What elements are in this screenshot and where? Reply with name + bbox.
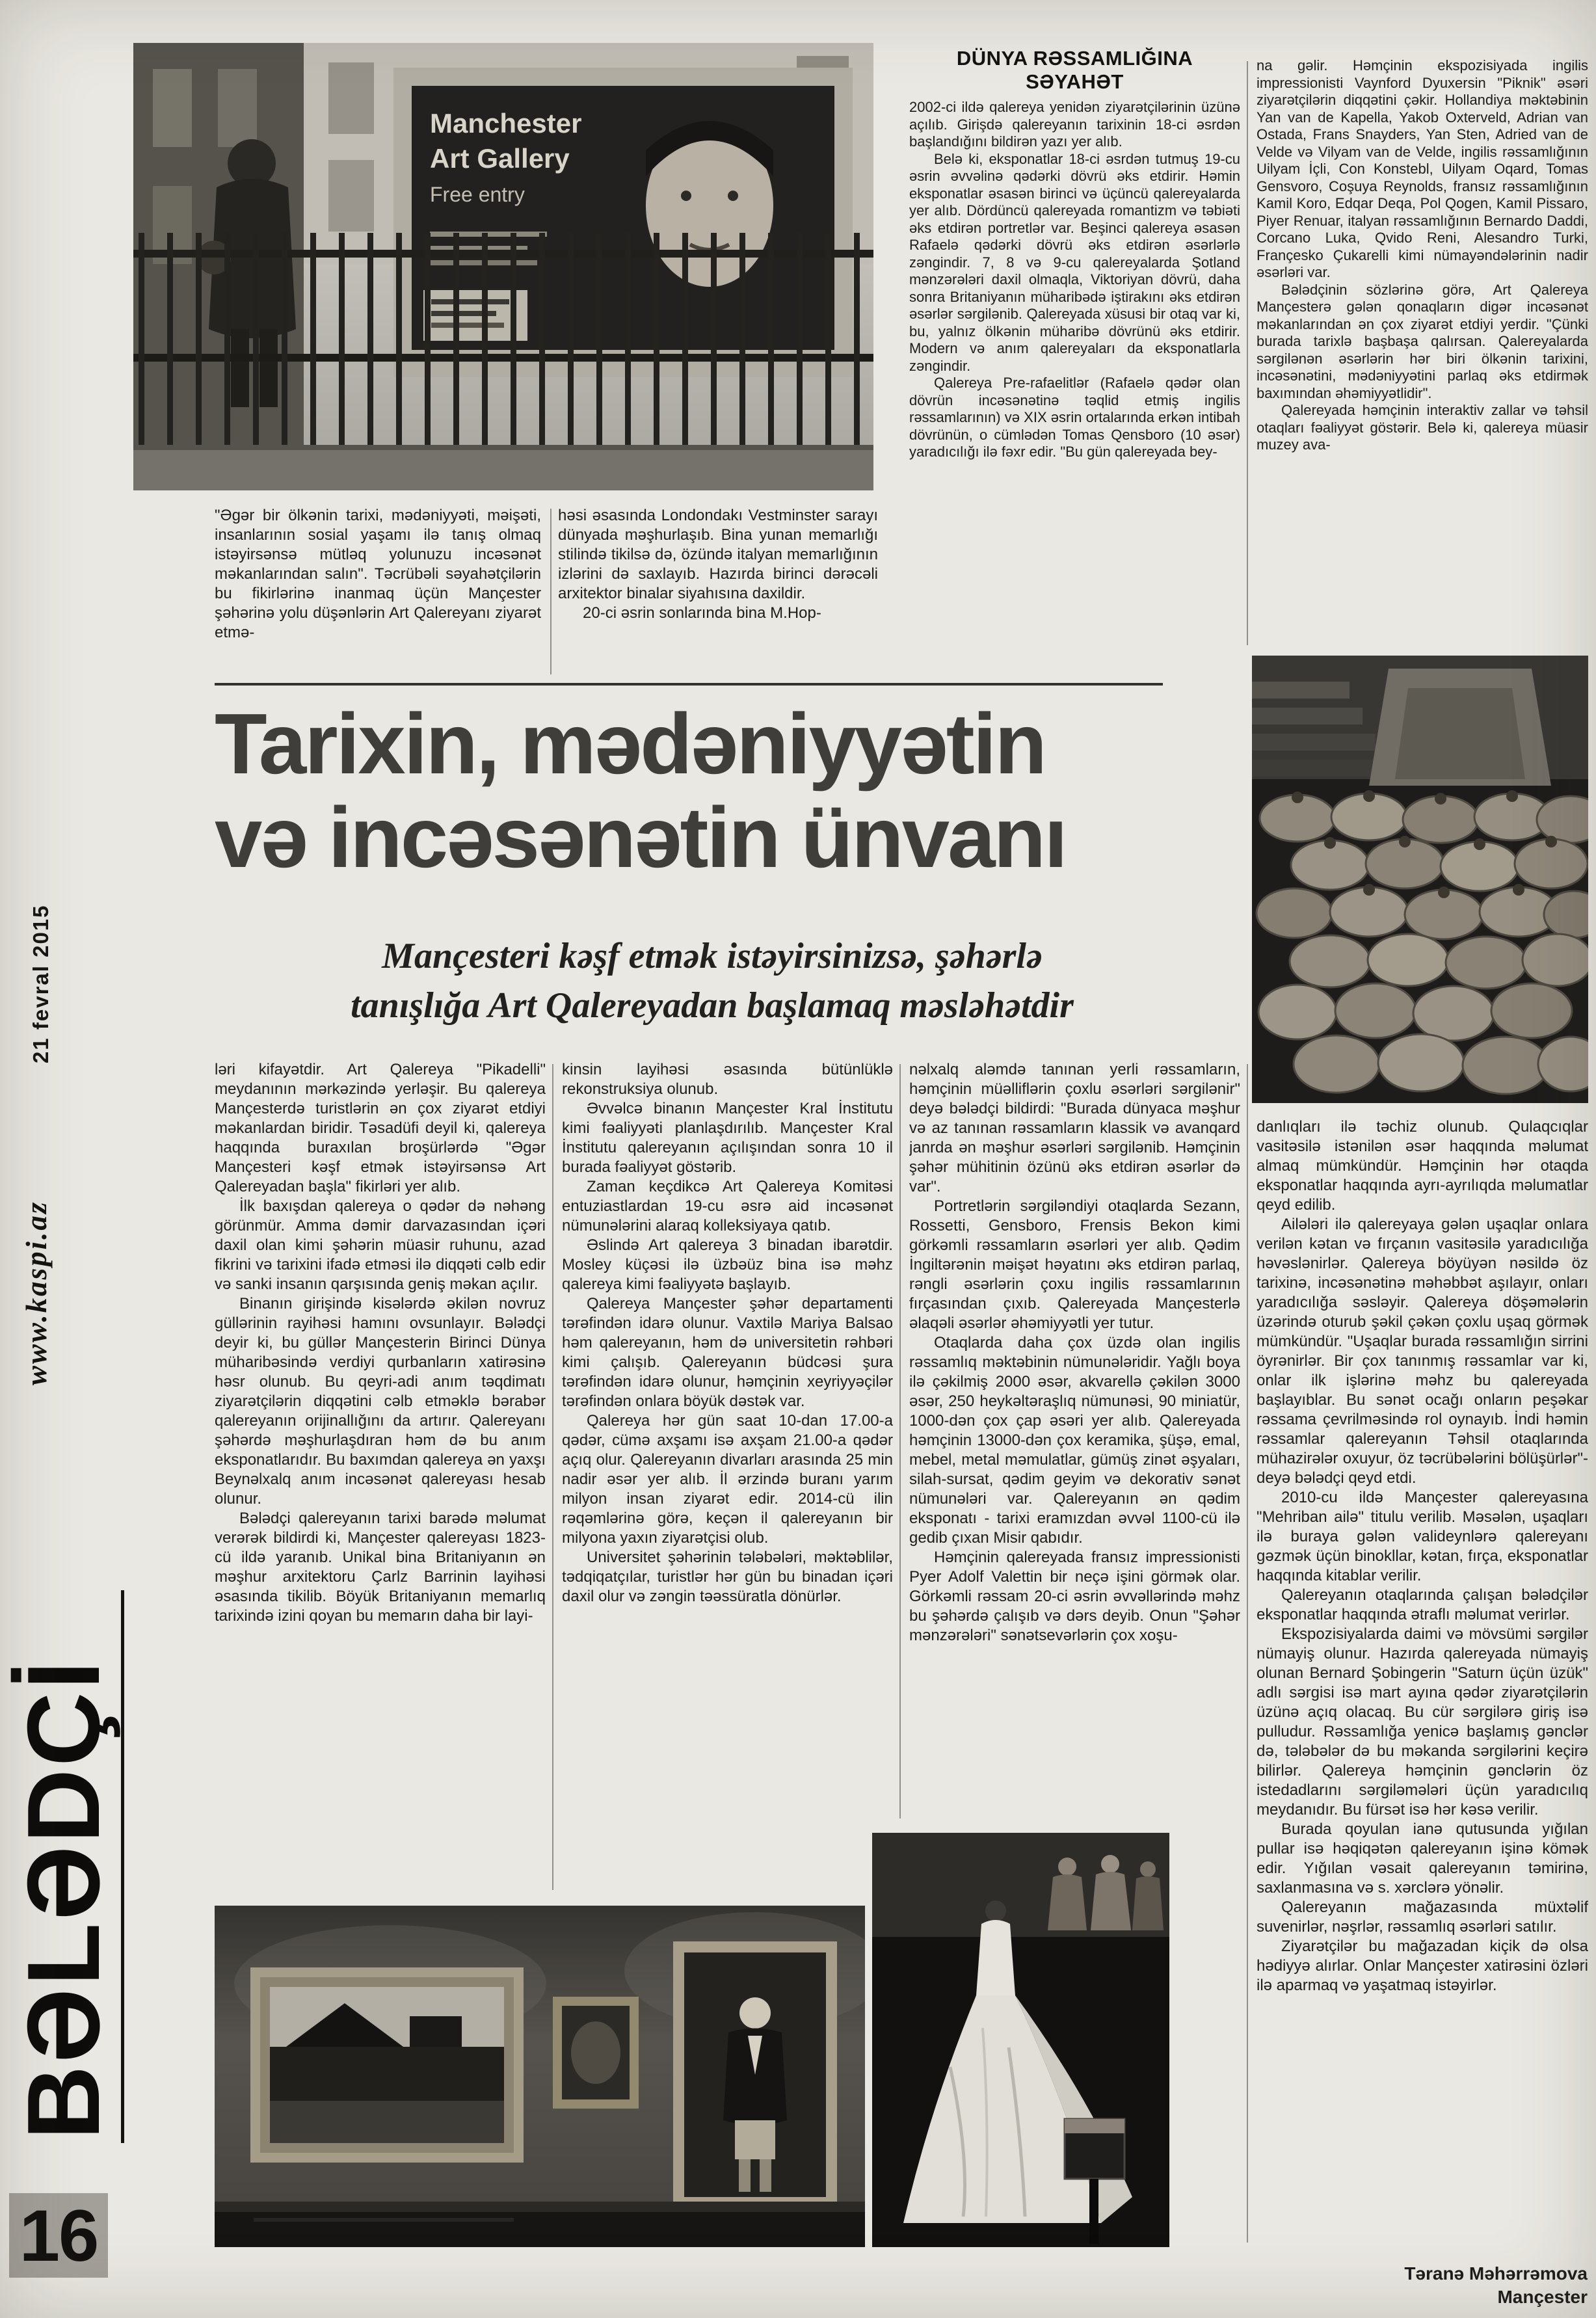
paragraph: Həmçinin qalereyada fransız impressionisti Pyer Adolf Valettin bir neçə işini görmək olar. Görkəmli rəssam 20-ci əsrin əvvəllərində məhz bu şəhərdə çalışıb və dərs deyib. Onun "Şəhər mənzərələri" sənətsevərlərin çox xoşu- bbox=[909, 1549, 1240, 1644]
paragraph: həsi əsasında Londondakı Vestminster sarayı dünyada məşhurlaşıb. Bina yunan memarlığı stilində tikilsə də, özündə italyan memarlığının izlərini də saxlayıb. Hazırda birinci dərəcəli arxitektor binalar siyahısına daxildir. bbox=[558, 507, 878, 602]
paragraph: Qalereya Pre-rafaelitlər (Rafaelə qədər olan dövrün incəsənətinə təqlid etmiş ingilis rəssamlarının) və XIX əsrin ortalarında erkən intibah dövrünün, o cümlədən Tomas Qensboro (10 əsər) yaradıcılığı ilə fəxr edir. "Bu gün qalereyada bey- bbox=[909, 375, 1240, 460]
subhead bbox=[234, 931, 1190, 1030]
paragraph: "Əgər bir ölkənin tarixi, mədəniyyəti, məişəti, insanlarının sosial yaşamı ilə tanış olmaq istəyirsənsə mütləq yolunuzu incəsənət məkanlarından salın". Təcrübəli səyahətçilərin bu fikirlərinə inanmaq üçün Mançester şəhərinə yolu düşənlərin Art Qalereyanı ziyarət etmə- bbox=[215, 507, 541, 641]
headline-rule bbox=[215, 683, 1163, 686]
paragraph: İlk baxışdan qalereya o qədər də nəhəng görünmür. Amma dəmir darvazasından içəri daxil olan kimi şəhərin müasir ruhunu, azad fikrini və tarixini ifadə etməsi ilə diqqəti cəlb edir və sanki insanın qarşısında geniş məkan açılır. bbox=[215, 1197, 546, 1293]
body-column-2 bbox=[562, 1060, 893, 1898]
column-rule bbox=[550, 509, 552, 674]
paragraph: Qalereyanın mağazasında müxtəlif suvenirlər, nəşrlər, rəssamlıq əsərləri satılır. bbox=[1257, 1898, 1588, 1936]
paragraph: 20-ci əsrin sonlarında bina M.Hop- bbox=[583, 604, 821, 622]
paragraph: Ailələri ilə qalereyaya gələn uşaqlar onlara verilən kətan və fırçanın vasitəsilə yaradıcılığa həvəslənirlər. Qalereya böyüyən nəsildə öz tarixinə, incəsənətinə məhəbbət aşılayır, onları yaradıcılığa səsləyir. Qalereya döşəmələrin üzərində oturub şəkil çəkən çoxlu uşaq görmək mümkündür. "Uşaqlar burada rəssamlığın sirrini öyrənirlər. Bir çox tanınmış rəssamlar var ki, onlar ilk işlərinə məhz bu qalereyada başlayıblar. Bu sənət ocağı onların peşəkar rəssama çevrilməsində rol oynayıb. İndi həmin rəssamlar qalereyanın Təhsil otaqlarında mühazirələr oxuyur, öz təcrübələrini bölüşürlər"- deyə bələdçi qeyd etdi. bbox=[1257, 1216, 1588, 1487]
paragraph: kinsin layihəsi əsasında bütünlüklə rekonstruksiya olunub. bbox=[562, 1061, 893, 1098]
street-photo bbox=[133, 43, 873, 490]
paragraph: ləri kifayətdir. Art Qalereya "Pikadelli" meydanının mərkəzində yerləşir. Bu qalereya Mançesterdə turistlərin ən çox ziyarət etdiyi məkanlardan biridir. Təsadüfi deyil ki, qalereya haqqında buraxılan broşürlərdə "Əgər Mançesteri kəşf etmək istəyirsənsə Art Qalereyadan başla" fikirləri yer alıb. bbox=[215, 1061, 546, 1195]
paragraph: Qalereya Mançester şəhər departamenti tərəfindən idarə olunur. Vaxtilə Mariya Balsao həm qalereyanın, həm də universitetin rəhbəri kimi çalışıb. Qalereyanın büdcəsi şura tərəfindən idarə olunur, həmçinin xeyriyyəçilər tərəfindən onlara böyük dəstək var. bbox=[562, 1295, 893, 1410]
section-divider-rule bbox=[121, 1590, 124, 2143]
issue-date-vertical: 21 fevral 2015 bbox=[29, 904, 53, 1063]
body-column-3 bbox=[909, 1060, 1240, 1822]
site-url-vertical: www.kaspi.az bbox=[20, 1200, 53, 1385]
byline bbox=[1257, 2262, 1588, 2309]
kicker: DÜNYA RƏSSAMLIĞINA SƏYAHƏT bbox=[956, 47, 1193, 93]
gallery-interior-photo bbox=[215, 1906, 865, 2247]
paragraph: Ziyarətçilər bu mağazadan kiçik də olsa hədiyyə alırlar. Onlar Mançester xatirəsini özləri ilə aparmaq və yaşatmaq istəyirlər. bbox=[1257, 1938, 1588, 1994]
column-rule bbox=[899, 1064, 901, 1818]
top-column-4 bbox=[1257, 57, 1588, 648]
paragraph: Qalereyada həmçinin interaktiv zallar və təhsil otaqları fəaliyyət göstərir. Belə ki, qalereya müasir muzey ava- bbox=[1257, 402, 1588, 453]
column-rule bbox=[552, 1064, 553, 1890]
billboard-line-2: Art Gallery bbox=[430, 143, 570, 174]
dress-photo-art bbox=[872, 1833, 1169, 2247]
paragraph: Otaqlarda daha çox üzdə olan ingilis rəssamlıq məktəbinin nümunələridir. Yağlı boya ilə çəkilmiş 2000 əsər, akvarellə çəkilən 3000 əsər, 250 heykəltəraşlıq nümunəsi, 90 miniatür, 1000-dən çox çap əsəri yer alıb. Qalereyada həmçinin 13000-dən çox keramika, şüşə, emal, mebel, metal məmulatlar, gümüş zinət əşyaları, silah-sursat, qədim geyim və dekorativ sənət nümunələri var. Qalereyanın ən qədim eksponatı - tarixi eramızdan əvvəl 1100-cü ilə gedib çıxan Misir qabıdır. bbox=[909, 1334, 1240, 1547]
byline-author: Təranə Məhərrəmova bbox=[1404, 2263, 1588, 2284]
street-photo-art bbox=[133, 43, 873, 490]
column-rule bbox=[1247, 61, 1248, 645]
paragraph: na gəlir. Həmçinin ekspozisiyada ingilis impressionisti Vaynford Dyuxersin "Piknik" əsəri ziyarətçilərin diqqətini çəkir. Hollandiya məktəbinin Yan van de Kapella, Yakob Oxterveld, Adrian van Ostada, Frans Snayders, Yan Sten, Adried van de Velde və Vilyam van de Velde, ingilis rəssamlığının Uilyam İçli, Con Konstebl, Uilyam Oqard, Tomas Gensvoro, Coşuya Reynolds, fransız rəssamlığının Kamil Koro, Edqar Deqa, Pol Qogen, Kamil Pissaro, Piyer Renuar, italyan rəssamlığının Bernardo Daddi, Corcano Luka, Qvido Reni, Alesandro Turki, Françesko Çukarelli kimi nümayəndələrinin nadir əsərləri var. bbox=[1257, 57, 1588, 280]
headline-line-2: və incəsənətin ünvanı bbox=[215, 790, 1066, 885]
paragraph: Qalereya hər gün saat 10-dan 17.00-a qədər, cümə axşamı isə axşam 21.00-a qədər açıq olur. Qalereyanın divarları arasında 25 min nadir əsər yer alıb. İl ərzində buranı yarım milyon insan ziyarət edir. 2014-cü ilin rəqəmlərinə görə, keçən il qalereyanın bir milyona yaxın ziyarətçisi olub. bbox=[562, 1412, 893, 1547]
page-number: 16 bbox=[19, 2194, 98, 2276]
billboard-line-3: Free entry bbox=[430, 183, 525, 206]
byline-location: Mançester bbox=[1497, 2287, 1588, 2307]
paragraph: Zaman keçdikcə Art Qalereya Komitəsi entuziastlardan 19-cu əsrə aid incəsənət nümunələrini alaraq kolleksiyaya qatıb. bbox=[562, 1178, 893, 1234]
paragraph: Əvvəlcə binanın Mançester Kral İnstitutu kimi fəaliyyəti planlaşdırılıb. Mançester Kral İnstitutu qalereyanın açılışından sonra 10 il burada fəaliyyət göstərib. bbox=[562, 1100, 893, 1176]
paragraph: 2010-cu ildə Mançester qalereyasına "Mehriban ailə" titulu verilib. Məsələn, uşaqları ilə buraya gələn valideynlərə qalereyanı gəzmək üçün binokllar, kətan, fırça, eksponatlar haqqında kitablar verilir. bbox=[1257, 1489, 1588, 1584]
page-number-box bbox=[9, 2193, 108, 2278]
paragraph: Əslində Art qalereya 3 binadan ibarətdir. Mosley küçəsi ilə üzbəüz bina isə məhz qalereya kimi fəaliyyətə başlayıb. bbox=[562, 1236, 893, 1293]
paragraph: danlıqları ilə təchiz olunub. Qulaqcıqlar vasitəsilə istənilən əsər haqqında məlumat almaq mümkündür. Həmçinin hər otaqda eksponatlar haqqında ayrı-ayrılıqda məlumatlar qeyd edilib. bbox=[1257, 1118, 1588, 1214]
paragraph: Bələdçi qalereyanın tarixi barədə məlumat verərək bildirdi ki, Mançester qalereyası 1823-cü ildə yaranıb. Unikal bina Britaniyanın ən məşhur arxitektoru Çarlz Barrinin layihəsi əsasında tikilib. Böyük Britaniyanın memarlıq tarixində izini qoyan bu memarın daha bir layi- bbox=[215, 1510, 546, 1625]
top-column-3 bbox=[909, 99, 1240, 683]
paragraph: Portretlərin sərgiləndiyi otaqlarda Sezann, Rossetti, Gensboro, Frensis Bekon kimi görkəmli rəssamların əsərləri yer alıb. Qədim İngiltərənin məişət həyatını əks etdirən parlaq, rəngli əsərlərin çoxu ingilis rəssamlarının fırçasından çıxıb. Qalereyada Mançesterlə əlaqəli əsərlər əhəmiyyətli yer tutur. bbox=[909, 1197, 1240, 1332]
subhead-line-1: Mançesteri kəşf etmək istəyirsinizsə, şəhərlə bbox=[382, 936, 1043, 976]
caption-column-left bbox=[215, 506, 541, 680]
paragraph: 2002-ci ildə qalereya yenidən ziyarətçilərinin üzünə açılıb. Girişdə qalereyanın tarixinin 18-ci əsrdən başlandığını bildirən yazı yer alıb. bbox=[909, 99, 1240, 150]
billboard-line-1: Manchester bbox=[430, 108, 582, 139]
section-label-vertical: BƏLƏDÇİ bbox=[7, 1658, 121, 2140]
paragraph: Bələdçinin sözlərinə görə, Art Qalereya Mançesterə gələn qonaqların digər incəsənət məkanlarından ən çox ziyarət etdiyi yerdir. "Çünki burada tarixlə başbaşa qalırsan. Qalereyalarda sərgilənən əsərlərin hər biri ölkənin tarixini, incəsənətini, mədəniyyətini parlaq əks etdirmək baxımından əhəmiyyətlidir". bbox=[1257, 281, 1588, 401]
headline bbox=[215, 697, 1242, 885]
body-column-1 bbox=[215, 1060, 546, 1898]
interior-photo-art bbox=[215, 1906, 865, 2247]
wedding-dress-photo bbox=[872, 1833, 1169, 2247]
headline-line-1: Tarixin, mədəniyyətin bbox=[215, 696, 1045, 792]
paragraph: Qalereyanın otaqlarında çalışan bələdçilər eksponatlar haqqında ətraflı məlumat verirlər. bbox=[1257, 1586, 1588, 1623]
column-rule bbox=[1247, 1064, 1248, 2243]
paragraph: Belə ki, eksponatlar 18-ci əsrdən tutmuş 19-cu əsrin əvvəlinə qədərki dövrü əks etdirir. Həmin eksponatlar əsasən birinci və üçüncü qalereyalarda yer alıb. Dördüncü qalereyada romantizm və təbiəti əks etdirən portretlər var. Beşinci qalereya əsasən Rafaelə qədərki dövrü əks etdirən əsərlərlə zəngindir. 7, 8 və 9-cu qalereyalarda Şotland mənzərələri daxil olmaqla, Viktoriyan dövrü, daha sonra Britaniyanın müharibədə iştirakını əks etdirən əsərlər sərgilənib. Qalereyada xüsusi bir otaq var ki, bu, yalnız ölkənin müharibə dövrünü əks etdirir. Modern və anım qalereyaları da eksponatlarla zəngindir. bbox=[909, 150, 1240, 374]
paragraph: Universitet şəhərinin tələbələri, məktəblilər, tədqiqatçılar, turistlər hər gün bu binadan içəri daxil olur və zəngin təəssüratla dönürlər. bbox=[562, 1549, 893, 1605]
paragraph: Ekspozisiyalarda daimi və mövsümi sərgilər nümayiş olunur. Hazırda qalereyada nümayiş olunan Bernard Şobingerin "Saturn üçün üzük" adlı sərgisi isə mart ayına qədər ziyarətçilərin üzünə açıq olacaq. Bu cür sərgilərə giriş isə pulludur. Rəssamlığa yenicə başlamış gənclər də, tələbələr də bu məkanda sərgilərini keçirə bilirlər. Qalereya həmçinin gənclərin öz istedadlarını sərgiləmələri üçün yaradıcılıq meydanıdır. Bu fürsət isə hər kəsə verilir. bbox=[1257, 1625, 1588, 1818]
paragraph: nəlxalq aləmdə tanınan yerli rəssamların, həmçinin müəlliflərin çoxlu əsərləri sərgilənir" deyə bələdçi bildirdi: "Burada dünyaca məşhur və az tanınan rəssamların klassik və avanqard janrda ən məşhur əsərləri sərgilənib. Həmçinin şəhər mühitinin özünü əks etdirən əsərlər də var". bbox=[909, 1061, 1240, 1195]
subhead-line-2: tanışlığa Art Qalereyadan başlamaq məsləhətdir bbox=[351, 985, 1074, 1026]
caption-column-right bbox=[558, 506, 878, 680]
sacks-photo-art bbox=[1252, 656, 1588, 1103]
flower-sacks-photo bbox=[1252, 656, 1588, 1103]
body-column-4 bbox=[1257, 1117, 1588, 2248]
paragraph: Burada qoyulan ianə qutusunda yığılan pullar isə həqiqətən qalereyanın işinə kömək edir. Yığılan vəsait qalereyanın təmirinə, saxlanmasına və s. xərclərə yönəlir. bbox=[1257, 1820, 1588, 1897]
paragraph: Binanın girişində kisələrdə əkilən novruz güllərinin rayihəsi hamını ovsunlayır. Bələdçi deyir ki, bu güllər Mançesterin Birinci Dünya müharibəsində verdiyi qurbanların xatirəsinə həsr olunub. Bu qeyri-adi anım təqdimatı ziyarətçilərin diqqətini cəlb etməklə bərabər qalereyanın orijinallığını da artırır. Qalereyanı şəhərdə məşhurlaşdıran həm də bu anım eksponatlarıdır. Bu baxımdan qalereya ən yaxşı Beynəlxalq anım incəsənət qalereyası hesab olunur. bbox=[215, 1295, 546, 1508]
